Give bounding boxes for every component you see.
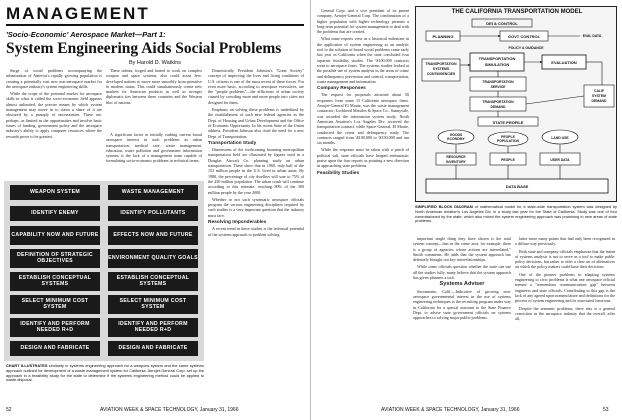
svg-text:TRANSPORTATION: TRANSPORTATION xyxy=(425,62,457,66)
left-column-3 xyxy=(208,68,304,398)
page-number: 53 xyxy=(603,407,609,413)
weapon-system-box: WEAPON SYSTEM xyxy=(10,185,100,200)
simulation-label-2: SIMULATION xyxy=(484,62,510,67)
svg-text:RESOURCE: RESOURCE xyxy=(446,155,466,159)
waste-system-box: WASTE MANAGEMENT xyxy=(108,185,198,200)
svg-text:PEOPLE: PEOPLE xyxy=(501,135,515,139)
svg-text:TRANSPORTATION: TRANSPORTATION xyxy=(482,80,514,84)
systems-comparison-chart xyxy=(4,181,204,361)
svg-text:DEMAND: DEMAND xyxy=(490,105,506,109)
paragraph: Both state and company officials emphasize that the intent of systems analysis is not to serve as a tool to make public policy decisions, but rather to offer a clear set of alternatives on which the policy makers could base their decisions. xyxy=(515,248,615,270)
svg-text:DEMAND: DEMAND xyxy=(591,99,607,103)
diagram-title: THE CALIFORNIA TRANSPORTATION MODEL xyxy=(451,9,583,15)
weapon-step-box: ESTABLISH CONCEPTUAL SYSTEMS xyxy=(10,272,100,291)
paragraph: latter more many points that had only been recognized in a diffuse way previously. xyxy=(515,236,615,247)
dei-control-label: DEI & CONTROL xyxy=(486,21,518,26)
chart-caption xyxy=(6,364,204,383)
paragraph: Dimensions of the forthcoming booming metropolitan transportation field are illustrated by figures used in a Douglas Aircraft Co. planning study on urban transportation. These show that in 1960, only half of the 152 million people in the U.S. lived in urban areas. By 1980, the percentage of city dwellers will soar to 75% of the 250 million population. The urban crush will continue according to this estimate, reaching 80% of the 300 million people by the year 2000. xyxy=(208,147,304,195)
weapon-step-box: IDENTIFY ENEMY xyxy=(10,206,100,221)
paragraph: General Corp. and a vice president of its parent company, Aerojet-General Corp. The combination of a higher population with higher technology presents a long-term potential for system management to deal with the problems that are created. xyxy=(317,8,409,35)
paragraph: Surge of social problems accompanying the urbanization of America's rapidly growing population is creating a potentially vast new non-aerospace market for the aerospace industry's system engineering skills. xyxy=(6,68,102,89)
svg-text:SYSTEM: SYSTEM xyxy=(592,94,606,98)
paragraph: While the response must be taken with a pinch of political salt, state officials have heaped enthusiastic praise upon the four reports as pointing a new direction in approaching state problems. xyxy=(317,147,409,169)
waste-step-box: SELECT MINIMUM COST SYSTEM xyxy=(108,295,198,314)
folio-line: AVIATION WEEK & SPACE TECHNOLOGY, January 31, 1966 xyxy=(381,407,520,413)
svg-text:SERVICE: SERVICE xyxy=(490,85,506,89)
waste-step-box: IDENTIFY AND PERFORM NEEDED R+D xyxy=(108,318,198,337)
simulation-label-1: TRANSPORTATION xyxy=(478,56,516,61)
paragraph: Whether or not such systematic aerospace officials program the various engineering disciplines required by such studies is a very important question that the industry must face. xyxy=(208,196,304,218)
caption-lead: SIMPLIFIED BLOCK DIAGRAM xyxy=(415,204,473,209)
weapon-step-box: DESIGN AND FABRICATE xyxy=(10,341,100,356)
weapon-step-box: DEFINITION OF STRATEGIC OBJECTIVES xyxy=(10,249,100,268)
paragraph: Despite the semantic problems, there also is a general conviction in the aerospace industry that the overall, after all, xyxy=(515,305,615,322)
subhead: Feasibility Studies xyxy=(317,170,360,176)
paragraph: A significant factor in initially curbing current broad aerospace interest in such problems as urban transportation, medical care, waste management, education, water pollution and government information systems is the lack of a management team capable of formulating socio-economic problems in technical terms. xyxy=(106,132,202,164)
waste-step-box: IDENTIFY POLLUTANTS xyxy=(108,206,198,221)
database-label: DATA BASE xyxy=(505,184,529,189)
weapon-step-box: SELECT MINIMUM COST SYSTEM xyxy=(10,295,100,314)
caption-lead: CHART ILLUSTRATES xyxy=(6,363,48,368)
paragraph: Emphasis on solving these problems is underlined by the establishment of such new federal agencies as the Dept. of Housing and Urban Development and the Office of Economic Opportunity. In his recent State of the Union address, President Johnson also cited the need for a new Dept. of Transportation. xyxy=(208,107,304,139)
svg-text:POPULATION: POPULATION xyxy=(497,139,519,143)
article-byline: By Harold D. Watkins xyxy=(128,60,182,66)
svg-text:TRANSPORTATION: TRANSPORTATION xyxy=(482,100,514,104)
paragraph: important single thing they have shown is the total system concept—that in the crime area, for example, there is a group of agencies whose actions are interrelated," Smith comments. He adds that the system approach has definitely brought out key interrelationships. xyxy=(413,236,511,263)
evaluation-label: EVALUATION xyxy=(551,60,577,65)
paragraph: Domestically, President Johnson's "Great Society" concept of improving the lives and living conditions of U.S. citizens is one of the most recent of these forces. For even more basic, according to aerospace executives, are the "people problems"—the afflictions of urban society caused by crowding more and more people into cities not designed for them. xyxy=(208,68,304,105)
sidebar-heading: Systems Adviser xyxy=(439,281,485,288)
paragraph: The request for proposals attracted about 50 responses from some 15 California aerospace firms. Aerojet-General El Monte, was the waste management contractor; Lockheed Missiles & Space Co., Sunnyvale, was awarded the information system study; North American Aviation's Los Angeles Div. received the transportation contract, while Space-General, El Monte, conducted the crime and delinquency study. The contracts ranged from \$100,000 to \$150,000 and ran six months. xyxy=(317,92,409,146)
policy-label: POLICY & GUIDANCE xyxy=(508,46,544,50)
waste-step-box: DESIGN AND FABRICATE xyxy=(108,341,198,356)
section-masthead: MANAGEMENT xyxy=(6,4,150,23)
svg-text:CONTINGENCIES: CONTINGENCIES xyxy=(426,72,456,76)
transportation-model-diagram xyxy=(415,6,617,202)
svg-text:LAND USE: LAND USE xyxy=(551,136,569,140)
caption-text: similarity in systems engineering approach for a weapons system and the same systems approach outlined for development of a waste management system for California. Aerojet-General Corp. set up the approach in a feasibility study for the state to determine if the systems engineering method could be applied to waste disposal. xyxy=(6,363,204,383)
right-column-3 xyxy=(515,236,615,404)
waste-step-box: ENVIRONMENT QUALITY GOALS xyxy=(108,249,198,268)
waste-step-box: ESTABLISH CONCEPTUAL SYSTEMS xyxy=(108,272,198,291)
page-number: 52 xyxy=(6,407,12,413)
subhead: Company Responses xyxy=(317,86,366,92)
right-column-2 xyxy=(413,236,511,404)
masthead-rule xyxy=(6,24,304,26)
subhead: Transportation Study xyxy=(208,140,257,146)
svg-text:CALIF: CALIF xyxy=(594,89,604,93)
left-column-2-top xyxy=(106,68,202,130)
svg-text:SYSTEMS: SYSTEMS xyxy=(432,67,450,71)
subhead: Resolving Imponderables xyxy=(208,220,267,226)
paragraph: While the scope of the potential market for aerospace skills in what is called the socio-economic field appears almost unlimited, the precise means by which system management may move in to claim a share of it are obscured by a panoply of uncertainties. These are, perhaps, as limited as the opportunities and involve basic issues of funding, government policy and the aerospace industry's ability to apply computer resources where the rewards prove to be greatest. xyxy=(6,91,102,139)
paragraph: Sacramento, Calif.—Indicative of growing non-aerospace governmental interest in the use of systems engineering techniques is the recruiting program under way in California for a special assistant to the State Finance Dept. to advise state government officials on systems approaches to solving major public problems. xyxy=(413,288,511,321)
diagram-canvas xyxy=(416,7,618,203)
paragraph: What some experts view as a historical milestone in the application of system engineering as an analytic tool to the solution of broad social problems came early last year in California when the state concluded four separate feasibility studies. The \$100,000 contracts went to aerospace firms. The systems studies looked at the possible use of system analysis in the areas of crime and delinquency prevention and control, transportation, waste management and information. xyxy=(317,36,409,84)
folio-line: AVIATION WEEK & SPACE TECHNOLOGY, January 31, 1966 xyxy=(100,407,239,413)
left-column-2 xyxy=(106,132,202,178)
right-column-1 xyxy=(317,8,409,404)
svg-text:PEOPLE: PEOPLE xyxy=(501,158,515,162)
svg-text:USER DATA: USER DATA xyxy=(550,158,570,162)
weapon-step-box: IDENTIFY AND PERFORM NEEDED R+D xyxy=(10,318,100,337)
svg-text:INVENTORY: INVENTORY xyxy=(446,160,466,164)
diagram-caption xyxy=(415,205,617,224)
caption-text: of mathematical model for a state-wide transportation system was designed by North American Aviation's Los Angeles Div. in a study last year for the State of California. Study was one of four commissioned by the state, which also mixed the system engineering approach was promising in new areas of state problems. xyxy=(415,204,618,224)
state-profile-label: STATE PROFILE xyxy=(492,120,524,125)
svg-text:GOODS: GOODS xyxy=(449,133,463,137)
right-page xyxy=(311,0,622,420)
article-kicker: 'Socio-Economic' Aerospace Market—Part 1: xyxy=(6,30,166,39)
left-column-1 xyxy=(6,68,102,178)
paragraph: One of the pioneer problems in adapting systems engineering to civic problems is what one aerospace official termed a "tremendous communications gap" between engineers and state officials. Contributing to this gap is the lack of any agreed upon nomenclature and definitions for the process of system engineering and its associated functions. xyxy=(515,271,615,304)
paragraph: These talents, forged and honed to work on complex weapon and space systems, also could assist less-developed nations to move more smoothly from primitive to modern status. This could simultaneously create new markets for American products as well as stronger diplomatic ties between these countries and the Western bloc of nations. xyxy=(106,68,202,105)
eval-data-label: EVAL DATA xyxy=(582,34,602,38)
paragraph: While some officials question whether the state can use all the studies fully, many believe that the system approach has given planners a tool. xyxy=(413,264,511,281)
svg-text:ECONOMY: ECONOMY xyxy=(447,137,465,141)
weapon-step-box: CAPABILITY NOW AND FUTURE xyxy=(10,226,100,245)
planning-label: PLANNING xyxy=(432,34,454,39)
article-headline: System Engineering Aids Social Problems xyxy=(6,40,282,57)
govt-control-label: GOVT CONTROL xyxy=(507,34,541,39)
paragraph: A recent trend in these studies is the technical potential of the systems approach to problem solving. xyxy=(208,226,304,237)
waste-step-box: EFFECTS NOW AND FUTURE xyxy=(108,226,198,245)
